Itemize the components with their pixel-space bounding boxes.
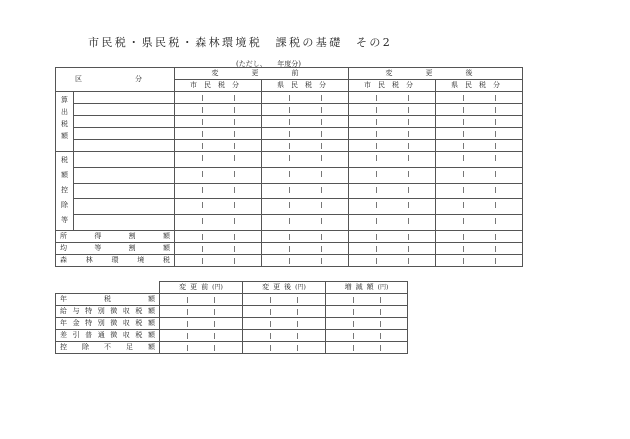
digit-separator <box>353 297 354 303</box>
digit-separator <box>495 187 496 193</box>
amount-cell[interactable] <box>243 318 326 330</box>
digit-separator <box>202 143 203 149</box>
digit-separator <box>202 246 203 252</box>
digit-separator <box>202 107 203 113</box>
digit-separator <box>353 309 354 315</box>
row-label-row_shotoku: 所得割額 <box>56 231 175 243</box>
digit-separator <box>289 258 290 264</box>
digit-separator <box>321 171 322 177</box>
amount-cell[interactable] <box>349 104 436 116</box>
digit-separator <box>408 131 409 137</box>
digit-separator <box>270 321 271 327</box>
digit-separator <box>376 246 377 252</box>
amount-cell[interactable] <box>349 199 436 215</box>
digit-separator <box>289 95 290 101</box>
amount-cell[interactable] <box>160 306 243 318</box>
sub-row-label: 年税額 <box>56 294 160 306</box>
digit-separator <box>234 143 235 149</box>
digit-separator <box>376 218 377 224</box>
amount-cell[interactable] <box>175 167 262 183</box>
sub-row-label: 年金特別徴収税額 <box>56 318 160 330</box>
digit-separator <box>380 321 381 327</box>
digit-separator <box>376 131 377 137</box>
digit-separator <box>234 202 235 208</box>
table-row <box>56 92 523 104</box>
digit-separator <box>321 258 322 264</box>
table-row <box>56 183 523 199</box>
amount-cell[interactable] <box>160 294 243 306</box>
digit-separator <box>408 107 409 113</box>
amount-cell[interactable] <box>436 231 523 243</box>
amount-cell[interactable] <box>436 243 523 255</box>
digit-separator <box>376 234 377 240</box>
digit-separator <box>270 309 271 315</box>
digit-separator <box>463 187 464 193</box>
digit-separator <box>289 131 290 137</box>
sub-row-label: 控除不足額 <box>56 342 160 354</box>
amount-cell[interactable] <box>436 255 523 267</box>
header-shimin-after: 市民税分 <box>349 80 436 92</box>
digit-separator <box>202 171 203 177</box>
digit-separator <box>214 321 215 327</box>
digit-separator <box>495 258 496 264</box>
tax-base-table <box>55 67 523 267</box>
digit-separator <box>376 143 377 149</box>
digit-separator <box>289 202 290 208</box>
row-label-row_shinrin: 森林環境税 <box>56 255 175 267</box>
digit-separator <box>495 155 496 161</box>
amount-cell[interactable] <box>436 167 523 183</box>
digit-separator <box>376 95 377 101</box>
amount-cell[interactable] <box>326 318 408 330</box>
digit-separator <box>289 155 290 161</box>
digit-separator <box>380 309 381 315</box>
amount-cell[interactable] <box>262 183 349 199</box>
sub-header-after: 変更後(円) <box>243 282 326 294</box>
digit-separator <box>353 333 354 339</box>
digit-separator <box>495 202 496 208</box>
table-row <box>56 330 408 342</box>
page-title: 市民税・県民税・森林環境税 課税の基礎 その2 <box>88 36 393 49</box>
digit-separator <box>289 119 290 125</box>
digit-separator <box>376 187 377 193</box>
amount-cell[interactable] <box>262 116 349 128</box>
amount-cell[interactable] <box>349 92 436 104</box>
digit-separator <box>376 119 377 125</box>
amount-cell[interactable] <box>436 128 523 140</box>
amount-cell[interactable] <box>262 104 349 116</box>
amount-cell[interactable] <box>262 243 349 255</box>
header-shimin-before: 市民税分 <box>175 80 262 92</box>
digit-separator <box>376 107 377 113</box>
digit-separator <box>495 218 496 224</box>
digit-separator <box>234 171 235 177</box>
digit-separator <box>463 131 464 137</box>
digit-separator <box>408 119 409 125</box>
amount-cell[interactable] <box>349 128 436 140</box>
header-before: 変 更 前 <box>175 68 349 80</box>
digit-separator <box>321 119 322 125</box>
amount-cell[interactable] <box>262 140 349 152</box>
sub-header-before: 変更前(円) <box>160 282 243 294</box>
group-tax-deduction-char: 等 <box>61 216 68 224</box>
amount-cell[interactable] <box>436 152 523 168</box>
header-kenmin-before: 県民税分 <box>262 80 349 92</box>
amount-cell[interactable] <box>262 167 349 183</box>
digit-separator <box>321 202 322 208</box>
digit-separator <box>376 258 377 264</box>
digit-separator <box>408 171 409 177</box>
digit-separator <box>297 321 298 327</box>
amount-cell[interactable] <box>175 116 262 128</box>
digit-separator <box>289 143 290 149</box>
table-row <box>56 104 523 116</box>
amount-cell[interactable] <box>326 342 408 354</box>
amount-cell[interactable] <box>262 231 349 243</box>
digit-separator <box>376 171 377 177</box>
group-calc-tax-char: 算 <box>61 96 68 104</box>
digit-separator <box>202 187 203 193</box>
table-row <box>56 199 523 215</box>
digit-separator <box>321 131 322 137</box>
row-label <box>74 104 175 116</box>
amount-cell[interactable] <box>436 183 523 199</box>
row-label <box>74 183 175 199</box>
digit-separator <box>289 107 290 113</box>
digit-separator <box>270 345 271 351</box>
digit-separator <box>495 119 496 125</box>
digit-separator <box>463 95 464 101</box>
row-label-row_kinto: 均等割額 <box>56 243 175 255</box>
amount-cell[interactable] <box>349 116 436 128</box>
amount-cell[interactable] <box>326 330 408 342</box>
digit-separator <box>321 187 322 193</box>
amount-cell[interactable] <box>175 128 262 140</box>
annual-tax-table <box>55 281 408 354</box>
amount-cell[interactable] <box>262 255 349 267</box>
digit-separator <box>202 258 203 264</box>
amount-cell[interactable] <box>262 152 349 168</box>
digit-separator <box>187 309 188 315</box>
digit-separator <box>297 309 298 315</box>
amount-cell[interactable] <box>160 318 243 330</box>
digit-separator <box>202 202 203 208</box>
digit-separator <box>234 246 235 252</box>
digit-separator <box>321 143 322 149</box>
digit-separator <box>297 297 298 303</box>
digit-separator <box>495 107 496 113</box>
digit-separator <box>463 155 464 161</box>
digit-separator <box>202 131 203 137</box>
table-row <box>56 152 523 168</box>
digit-separator <box>234 258 235 264</box>
digit-separator <box>202 119 203 125</box>
digit-separator <box>408 202 409 208</box>
row-label <box>74 167 175 183</box>
group-calc-tax-char: 額 <box>61 132 68 140</box>
digit-separator <box>214 333 215 339</box>
digit-separator <box>495 143 496 149</box>
digit-separator <box>380 333 381 339</box>
amount-cell[interactable] <box>436 215 523 231</box>
amount-cell[interactable] <box>436 92 523 104</box>
amount-cell[interactable] <box>160 342 243 354</box>
digit-separator <box>408 187 409 193</box>
amount-cell[interactable] <box>326 306 408 318</box>
digit-separator <box>321 246 322 252</box>
sub-header-blank <box>56 282 160 294</box>
amount-cell[interactable] <box>243 330 326 342</box>
group-tax-deduction-char: 税 <box>61 156 68 164</box>
amount-cell[interactable] <box>175 152 262 168</box>
digit-separator <box>234 95 235 101</box>
amount-cell[interactable] <box>436 199 523 215</box>
group-calc-tax-char: 出 <box>61 108 68 116</box>
digit-separator <box>234 187 235 193</box>
digit-separator <box>321 234 322 240</box>
row-label <box>74 215 175 231</box>
digit-separator <box>463 143 464 149</box>
digit-separator <box>408 143 409 149</box>
group-calc-tax-char: 税 <box>61 120 68 128</box>
digit-separator <box>289 246 290 252</box>
digit-separator <box>214 345 215 351</box>
digit-separator <box>495 131 496 137</box>
digit-separator <box>495 246 496 252</box>
amount-cell[interactable] <box>262 92 349 104</box>
amount-cell[interactable] <box>243 342 326 354</box>
digit-separator <box>202 155 203 161</box>
digit-separator <box>321 155 322 161</box>
header-kenmin-after: 県民税分 <box>436 80 523 92</box>
digit-separator <box>463 234 464 240</box>
digit-separator <box>202 218 203 224</box>
sub-header-diff: 増減額(円) <box>326 282 408 294</box>
digit-separator <box>408 155 409 161</box>
digit-separator <box>270 297 271 303</box>
digit-separator <box>463 107 464 113</box>
table-row <box>56 215 523 231</box>
digit-separator <box>463 171 464 177</box>
sub-row-label: 差引普通徴収税額 <box>56 330 160 342</box>
row-label <box>74 116 175 128</box>
digit-separator <box>187 297 188 303</box>
amount-cell[interactable] <box>349 243 436 255</box>
digit-separator <box>234 218 235 224</box>
amount-cell[interactable] <box>436 116 523 128</box>
amount-cell[interactable] <box>349 140 436 152</box>
digit-separator <box>380 297 381 303</box>
digit-separator <box>408 234 409 240</box>
digit-separator <box>463 258 464 264</box>
digit-separator <box>463 218 464 224</box>
row-label <box>74 140 175 152</box>
digit-separator <box>376 202 377 208</box>
table-row <box>56 140 523 152</box>
digit-separator <box>495 171 496 177</box>
digit-separator <box>321 107 322 113</box>
amount-cell[interactable] <box>175 199 262 215</box>
amount-cell[interactable] <box>349 167 436 183</box>
amount-cell[interactable] <box>175 255 262 267</box>
digit-separator <box>234 119 235 125</box>
digit-separator <box>187 321 188 327</box>
group-tax-deduction-char: 額 <box>61 171 68 179</box>
amount-cell[interactable] <box>175 215 262 231</box>
digit-separator <box>187 345 188 351</box>
amount-cell[interactable] <box>436 140 523 152</box>
digit-separator <box>289 234 290 240</box>
amount-cell[interactable] <box>243 306 326 318</box>
digit-separator <box>234 131 235 137</box>
digit-separator <box>214 309 215 315</box>
sub-row-label: 給与特別徴収税額 <box>56 306 160 318</box>
table-row <box>56 294 408 306</box>
digit-separator <box>495 95 496 101</box>
row-label <box>74 128 175 140</box>
group-tax-deduction <box>56 152 74 231</box>
table-row <box>56 231 523 243</box>
group-tax-deduction-char: 控 <box>61 186 68 194</box>
digit-separator <box>408 218 409 224</box>
amount-cell[interactable] <box>349 152 436 168</box>
digit-separator <box>187 333 188 339</box>
table-row <box>56 318 408 330</box>
header-after: 変 更 後 <box>349 68 523 80</box>
digit-separator <box>408 95 409 101</box>
digit-separator <box>234 107 235 113</box>
digit-separator <box>202 234 203 240</box>
amount-cell[interactable] <box>175 104 262 116</box>
digit-separator <box>463 202 464 208</box>
digit-separator <box>202 95 203 101</box>
amount-cell[interactable] <box>349 183 436 199</box>
row-label <box>74 152 175 168</box>
digit-separator <box>321 218 322 224</box>
table-row <box>56 342 408 354</box>
digit-separator <box>289 187 290 193</box>
amount-cell[interactable] <box>243 294 326 306</box>
digit-separator <box>408 258 409 264</box>
digit-separator <box>380 345 381 351</box>
digit-separator <box>297 333 298 339</box>
amount-cell[interactable] <box>436 104 523 116</box>
group-calc-tax <box>56 92 74 152</box>
digit-separator <box>234 234 235 240</box>
table-row <box>56 167 523 183</box>
digit-separator <box>495 234 496 240</box>
digit-separator <box>321 95 322 101</box>
digit-separator <box>270 333 271 339</box>
amount-cell[interactable] <box>262 128 349 140</box>
amount-cell[interactable] <box>349 231 436 243</box>
digit-separator <box>353 345 354 351</box>
digit-separator <box>376 155 377 161</box>
amount-cell[interactable] <box>326 294 408 306</box>
amount-cell[interactable] <box>175 92 262 104</box>
digit-separator <box>214 297 215 303</box>
table-row <box>56 306 408 318</box>
digit-separator <box>297 345 298 351</box>
amount-cell[interactable] <box>262 199 349 215</box>
amount-cell[interactable] <box>175 183 262 199</box>
year-note: (ただし、 年度分) <box>236 60 301 68</box>
digit-separator <box>463 119 464 125</box>
digit-separator <box>408 246 409 252</box>
digit-separator <box>463 246 464 252</box>
digit-separator <box>289 171 290 177</box>
table-row <box>56 255 523 267</box>
group-tax-deduction-char: 除 <box>61 201 68 209</box>
table-row <box>56 243 523 255</box>
digit-separator <box>234 155 235 161</box>
table-row <box>56 128 523 140</box>
amount-cell[interactable] <box>175 231 262 243</box>
row-label <box>74 199 175 215</box>
digit-separator <box>353 321 354 327</box>
table-row <box>56 116 523 128</box>
row-label <box>74 92 175 104</box>
header-kubun: 区 分 <box>56 68 175 92</box>
digit-separator <box>289 218 290 224</box>
amount-cell[interactable] <box>349 255 436 267</box>
amount-cell[interactable] <box>349 215 436 231</box>
amount-cell[interactable] <box>175 140 262 152</box>
amount-cell[interactable] <box>262 215 349 231</box>
amount-cell[interactable] <box>160 330 243 342</box>
amount-cell[interactable] <box>175 243 262 255</box>
